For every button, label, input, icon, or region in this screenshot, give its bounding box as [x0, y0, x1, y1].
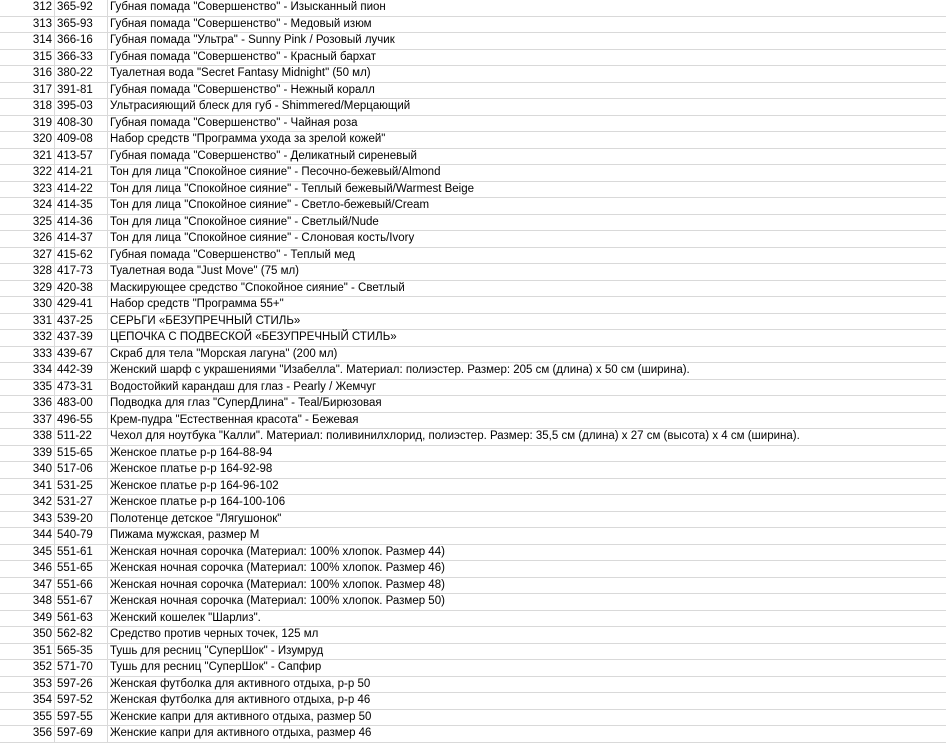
table-row [0, 66, 946, 83]
table-row [0, 676, 946, 693]
product-name-cell[interactable]: Женская футболка для активного отдыха, р-р 50 [108, 676, 947, 693]
product-name-cell[interactable]: Ультрасияющий блеск для губ - Shimmered/Мерцающий [108, 99, 947, 116]
product-code-cell[interactable]: 414-22 [55, 181, 108, 198]
row-number-cell[interactable]: 354 [0, 693, 55, 710]
table-row [0, 660, 946, 677]
table-row [0, 462, 946, 479]
product-name-cell[interactable]: Пижама мужская, размер М [108, 528, 947, 545]
row-number-cell[interactable]: 325 [0, 214, 55, 231]
product-name-cell[interactable]: Женская ночная сорочка (Материал: 100% хлопок. Размер 48) [108, 577, 947, 594]
table-row [0, 429, 946, 446]
row-number-cell[interactable]: 328 [0, 264, 55, 281]
product-name-cell[interactable]: Средство против черных точек, 125 мл [108, 627, 947, 644]
row-number-cell[interactable]: 355 [0, 709, 55, 726]
row-number-cell[interactable]: 313 [0, 16, 55, 33]
row-number-cell[interactable]: 356 [0, 726, 55, 743]
product-name-cell[interactable]: Женское платье р-р 164-88-94 [108, 445, 947, 462]
table-row [0, 49, 946, 66]
product-name-cell[interactable]: Крем-пудра "Естественная красота" - Бежевая [108, 412, 947, 429]
table-row [0, 148, 946, 165]
row-number-cell[interactable]: 335 [0, 379, 55, 396]
product-code-cell[interactable]: 413-57 [55, 148, 108, 165]
table-row [0, 346, 946, 363]
product-name-cell[interactable]: Женский кошелек "Шарлиз". [108, 610, 947, 627]
table-row [0, 610, 946, 627]
row-number-cell[interactable]: 340 [0, 462, 55, 479]
product-name-cell[interactable]: Губная помада "Совершенство" - Изысканный пион [108, 0, 947, 16]
table-row [0, 412, 946, 429]
product-code-cell[interactable]: 561-63 [55, 610, 108, 627]
product-code-cell[interactable]: 365-93 [55, 16, 108, 33]
table-row [0, 33, 946, 50]
product-name-cell[interactable]: Тон для лица "Спокойное сияние" - Светлый/Nude [108, 214, 947, 231]
product-name-cell[interactable]: Туалетная вода "Secret Fantasy Midnight" (50 мл) [108, 66, 947, 83]
product-name-cell[interactable]: Губная помада "Ультра" - Sunny Pink / Розовый лучик [108, 33, 947, 50]
row-number-cell[interactable]: 349 [0, 610, 55, 627]
row-number-cell[interactable]: 322 [0, 165, 55, 182]
product-name-cell[interactable]: Губная помада "Совершенство" - Нежный коралл [108, 82, 947, 99]
product-name-cell[interactable]: Женское платье р-р 164-96-102 [108, 478, 947, 495]
product-name-cell[interactable]: Чехол для ноутбука "Калли". Материал: поливинилхлорид, полиэстер. Размер: 35,5 см (длина) х 27 см (высота) х 4 см (ширина). [108, 429, 947, 446]
product-name-cell[interactable]: Набор средств "Программа ухода за зрелой кожей" [108, 132, 947, 149]
table-row [0, 709, 946, 726]
table-row [0, 82, 946, 99]
product-code-cell[interactable]: 531-27 [55, 495, 108, 512]
product-code-cell[interactable]: 414-35 [55, 198, 108, 215]
product-name-cell[interactable]: Скраб для тела "Морская лагуна" (200 мл) [108, 346, 947, 363]
row-number-cell[interactable]: 314 [0, 33, 55, 50]
product-code-cell[interactable]: 551-65 [55, 561, 108, 578]
product-code-cell[interactable]: 473-31 [55, 379, 108, 396]
product-name-cell[interactable]: Губная помада "Совершенство" - Медовый изюм [108, 16, 947, 33]
table-row [0, 643, 946, 660]
table-row [0, 198, 946, 215]
table-row [0, 115, 946, 132]
table-row [0, 231, 946, 248]
product-code-cell[interactable]: 365-92 [55, 0, 108, 16]
product-code-cell[interactable]: 414-21 [55, 165, 108, 182]
table-row [0, 264, 946, 281]
product-code-cell[interactable]: 417-73 [55, 264, 108, 281]
row-number-cell[interactable]: 338 [0, 429, 55, 446]
product-name-cell[interactable]: Женское платье р-р 164-92-98 [108, 462, 947, 479]
product-code-cell[interactable]: 531-25 [55, 478, 108, 495]
product-code-cell[interactable]: 597-55 [55, 709, 108, 726]
product-name-cell[interactable]: Полотенце детское "Лягушонок" [108, 511, 947, 528]
product-code-cell[interactable]: 483-00 [55, 396, 108, 413]
table-row [0, 495, 946, 512]
product-name-cell[interactable]: Тон для лица "Спокойное сияние" - Песочно-бежевый/Almond [108, 165, 947, 182]
table-row [0, 297, 946, 314]
table-row [0, 165, 946, 182]
table-row [0, 511, 946, 528]
table-row [0, 247, 946, 264]
row-number-cell[interactable]: 347 [0, 577, 55, 594]
product-name-cell[interactable]: Тон для лица "Спокойное сияние" - Теплый бежевый/Warmest Beige [108, 181, 947, 198]
row-number-cell[interactable]: 326 [0, 231, 55, 248]
product-name-cell[interactable]: Женская футболка для активного отдыха, р-р 46 [108, 693, 947, 710]
product-code-cell[interactable]: 420-38 [55, 280, 108, 297]
product-name-cell[interactable]: Тушь для ресниц "СуперШок" - Изумруд [108, 643, 947, 660]
product-code-cell[interactable]: 439-67 [55, 346, 108, 363]
table-row [0, 0, 946, 16]
row-number-cell[interactable]: 327 [0, 247, 55, 264]
row-number-cell[interactable]: 334 [0, 363, 55, 380]
row-number-cell[interactable]: 316 [0, 66, 55, 83]
row-number-cell[interactable]: 353 [0, 676, 55, 693]
product-name-cell[interactable]: ЦЕПОЧКА С ПОДВЕСКОЙ «БЕЗУПРЕЧНЫЙ СТИЛЬ» [108, 330, 947, 347]
row-number-cell[interactable]: 339 [0, 445, 55, 462]
row-number-cell[interactable]: 332 [0, 330, 55, 347]
row-number-cell[interactable]: 350 [0, 627, 55, 644]
product-code-cell[interactable]: 597-69 [55, 726, 108, 743]
product-code-cell[interactable]: 380-22 [55, 66, 108, 83]
row-number-cell[interactable]: 341 [0, 478, 55, 495]
table-row [0, 693, 946, 710]
product-code-cell[interactable]: 415-62 [55, 247, 108, 264]
product-code-cell[interactable]: 408-30 [55, 115, 108, 132]
row-number-cell[interactable]: 312 [0, 0, 55, 16]
row-number-cell[interactable]: 324 [0, 198, 55, 215]
table-row [0, 726, 946, 743]
row-number-cell[interactable]: 331 [0, 313, 55, 330]
product-name-cell[interactable]: Женская ночная сорочка (Материал: 100% хлопок. Размер 46) [108, 561, 947, 578]
table-row [0, 627, 946, 644]
product-code-cell[interactable]: 511-22 [55, 429, 108, 446]
table-row [0, 478, 946, 495]
product-code-cell[interactable]: 540-79 [55, 528, 108, 545]
product-code-cell[interactable]: 551-66 [55, 577, 108, 594]
product-name-cell[interactable]: Тон для лица "Спокойное сияние" - Слоновая кость/Ivory [108, 231, 947, 248]
row-number-cell[interactable]: 317 [0, 82, 55, 99]
product-name-cell[interactable]: Тон для лица "Спокойное сияние" - Светло-бежевый/Cream [108, 198, 947, 215]
row-number-cell[interactable]: 323 [0, 181, 55, 198]
product-code-cell[interactable]: 366-33 [55, 49, 108, 66]
product-code-cell[interactable]: 442-39 [55, 363, 108, 380]
product-name-cell[interactable]: Женское платье р-р 164-100-106 [108, 495, 947, 512]
product-code-cell[interactable]: 515-65 [55, 445, 108, 462]
product-name-cell[interactable]: Тушь для ресниц "СуперШок" - Сапфир [108, 660, 947, 677]
table-row [0, 577, 946, 594]
table-row [0, 99, 946, 116]
table-row [0, 379, 946, 396]
row-number-cell[interactable]: 320 [0, 132, 55, 149]
row-number-cell[interactable]: 342 [0, 495, 55, 512]
product-code-cell[interactable]: 429-41 [55, 297, 108, 314]
product-code-cell[interactable]: 395-03 [55, 99, 108, 116]
product-code-cell[interactable]: 565-35 [55, 643, 108, 660]
product-code-cell[interactable]: 366-16 [55, 33, 108, 50]
table-row [0, 330, 946, 347]
product-code-cell[interactable]: 562-82 [55, 627, 108, 644]
table-row [0, 445, 946, 462]
product-code-cell[interactable]: 437-25 [55, 313, 108, 330]
product-name-cell[interactable]: Губная помада "Совершенство" - Красный бархат [108, 49, 947, 66]
row-number-cell[interactable]: 348 [0, 594, 55, 611]
row-number-cell[interactable]: 333 [0, 346, 55, 363]
row-number-cell[interactable]: 346 [0, 561, 55, 578]
row-number-cell[interactable]: 344 [0, 528, 55, 545]
product-code-cell[interactable]: 391-81 [55, 82, 108, 99]
table-row [0, 594, 946, 611]
table-row [0, 16, 946, 33]
row-number-cell[interactable]: 345 [0, 544, 55, 561]
product-name-cell[interactable]: Губная помада "Совершенство" - Теплый мед [108, 247, 947, 264]
product-name-cell[interactable]: Подводка для глаз "СуперДлина" - Teal/Бирюзовая [108, 396, 947, 413]
product-code-cell[interactable]: 409-08 [55, 132, 108, 149]
product-name-cell[interactable]: Женские капри для активного отдыха, размер 46 [108, 726, 947, 743]
product-name-cell[interactable]: Женский шарф с украшениями "Изабелла". Материал: полиэстер. Размер: 205 см (длина) х 50 см (ширина). [108, 363, 947, 380]
row-number-cell[interactable]: 315 [0, 49, 55, 66]
product-code-cell[interactable]: 551-67 [55, 594, 108, 611]
product-code-cell[interactable]: 517-06 [55, 462, 108, 479]
table-row [0, 396, 946, 413]
table-row [0, 544, 946, 561]
product-code-cell[interactable]: 414-37 [55, 231, 108, 248]
product-name-cell[interactable]: Женская ночная сорочка (Материал: 100% хлопок. Размер 44) [108, 544, 947, 561]
row-number-cell[interactable]: 337 [0, 412, 55, 429]
table-row [0, 528, 946, 545]
product-code-cell[interactable]: 496-55 [55, 412, 108, 429]
row-number-cell[interactable]: 330 [0, 297, 55, 314]
table-row [0, 561, 946, 578]
product-name-cell[interactable]: СЕРЬГИ «БЕЗУПРЕЧНЫЙ СТИЛЬ» [108, 313, 947, 330]
row-number-cell[interactable]: 321 [0, 148, 55, 165]
row-number-cell[interactable]: 352 [0, 660, 55, 677]
product-name-cell[interactable]: Набор средств "Программа 55+" [108, 297, 947, 314]
product-code-cell[interactable]: 597-52 [55, 693, 108, 710]
table-row [0, 280, 946, 297]
product-code-cell[interactable]: 414-36 [55, 214, 108, 231]
table-row [0, 214, 946, 231]
product-name-cell[interactable]: Туалетная вода "Just Move" (75 мл) [108, 264, 947, 281]
product-name-cell[interactable]: Губная помада "Совершенство" - Деликатный сиреневый [108, 148, 947, 165]
table-row [0, 181, 946, 198]
product-name-cell[interactable]: Женская ночная сорочка (Материал: 100% хлопок. Размер 50) [108, 594, 947, 611]
row-number-cell[interactable]: 329 [0, 280, 55, 297]
product-code-cell[interactable]: 437-39 [55, 330, 108, 347]
product-name-cell[interactable]: Женские капри для активного отдыха, размер 50 [108, 709, 947, 726]
product-name-cell[interactable]: Маскирующее средство "Спокойное сияние" - Светлый [108, 280, 947, 297]
row-number-cell[interactable]: 319 [0, 115, 55, 132]
table-row [0, 363, 946, 380]
row-number-cell[interactable]: 351 [0, 643, 55, 660]
product-name-cell[interactable]: Губная помада "Совершенство" - Чайная роза [108, 115, 947, 132]
table-row [0, 132, 946, 149]
product-name-cell[interactable]: Водостойкий карандаш для глаз - Pearly / Жемчуг [108, 379, 947, 396]
product-code-cell[interactable]: 571-70 [55, 660, 108, 677]
row-number-cell[interactable]: 336 [0, 396, 55, 413]
product-code-cell[interactable]: 539-20 [55, 511, 108, 528]
product-code-cell[interactable]: 551-61 [55, 544, 108, 561]
product-code-cell[interactable]: 597-26 [55, 676, 108, 693]
table-row [0, 313, 946, 330]
row-number-cell[interactable]: 343 [0, 511, 55, 528]
row-number-cell[interactable]: 318 [0, 99, 55, 116]
